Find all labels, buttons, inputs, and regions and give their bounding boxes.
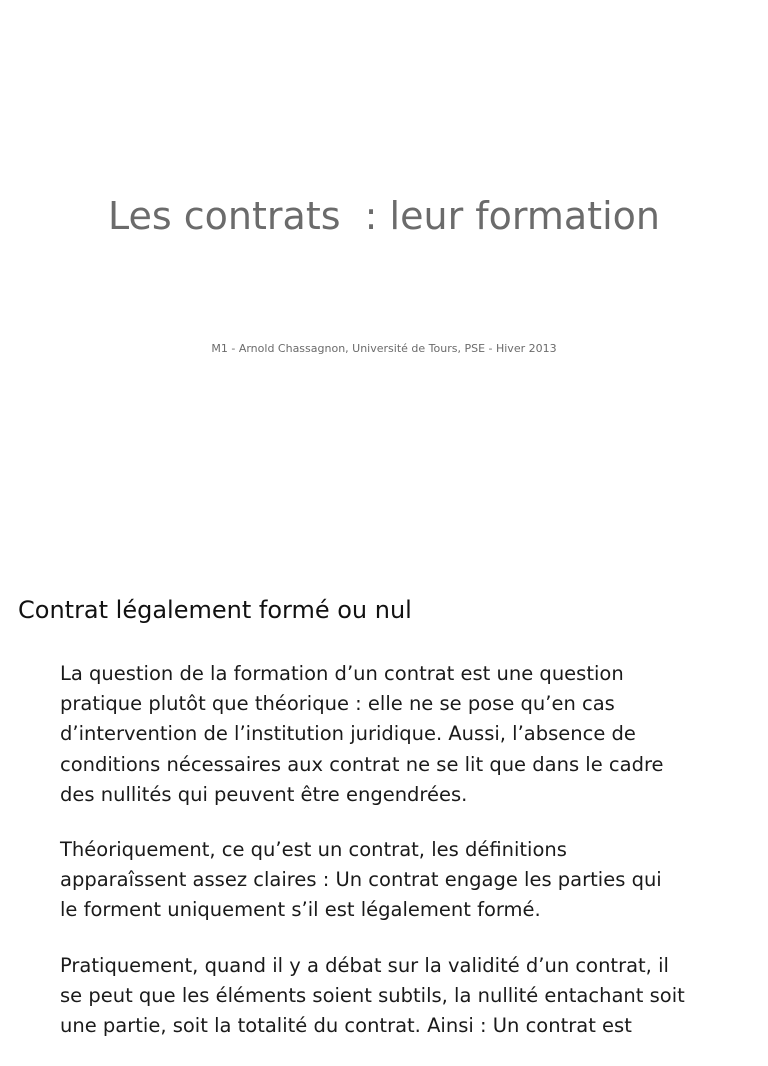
slide-subtitle: M1 - Arnold Chassagnon, Université de Tours, PSE - Hiver 2013 xyxy=(211,342,557,355)
paragraph-1: La question de la formation d’un contrat est une question pratique plutôt que théorique : elle ne se pose qu’en cas d’intervention de l’institution juridique. Aussi, l’absence de conditions nécessaires aux contrat ne se lit que dans le cadre des nullités qui peuvent être engendrées. xyxy=(60,662,664,806)
section-heading: Contrat légalement formé ou nul xyxy=(18,596,412,624)
paragraph-2: Théoriquement, ce qu’est un contrat, les définitions apparaîssent assez claires : Un contrat engage les parties qui le forment uniquement s’il est légalement formé. xyxy=(60,838,662,922)
section-body xyxy=(60,659,722,1066)
slide-title: Les contrats : leur formation xyxy=(108,194,660,238)
paragraph-3: Pratiquement, quand il y a débat sur la validité d’un contrat, il se peut que les éléments soient subtils, la nullité entachant soit une partie, soit la totalité du contrat. Ainsi : Un contrat est xyxy=(60,953,685,1038)
